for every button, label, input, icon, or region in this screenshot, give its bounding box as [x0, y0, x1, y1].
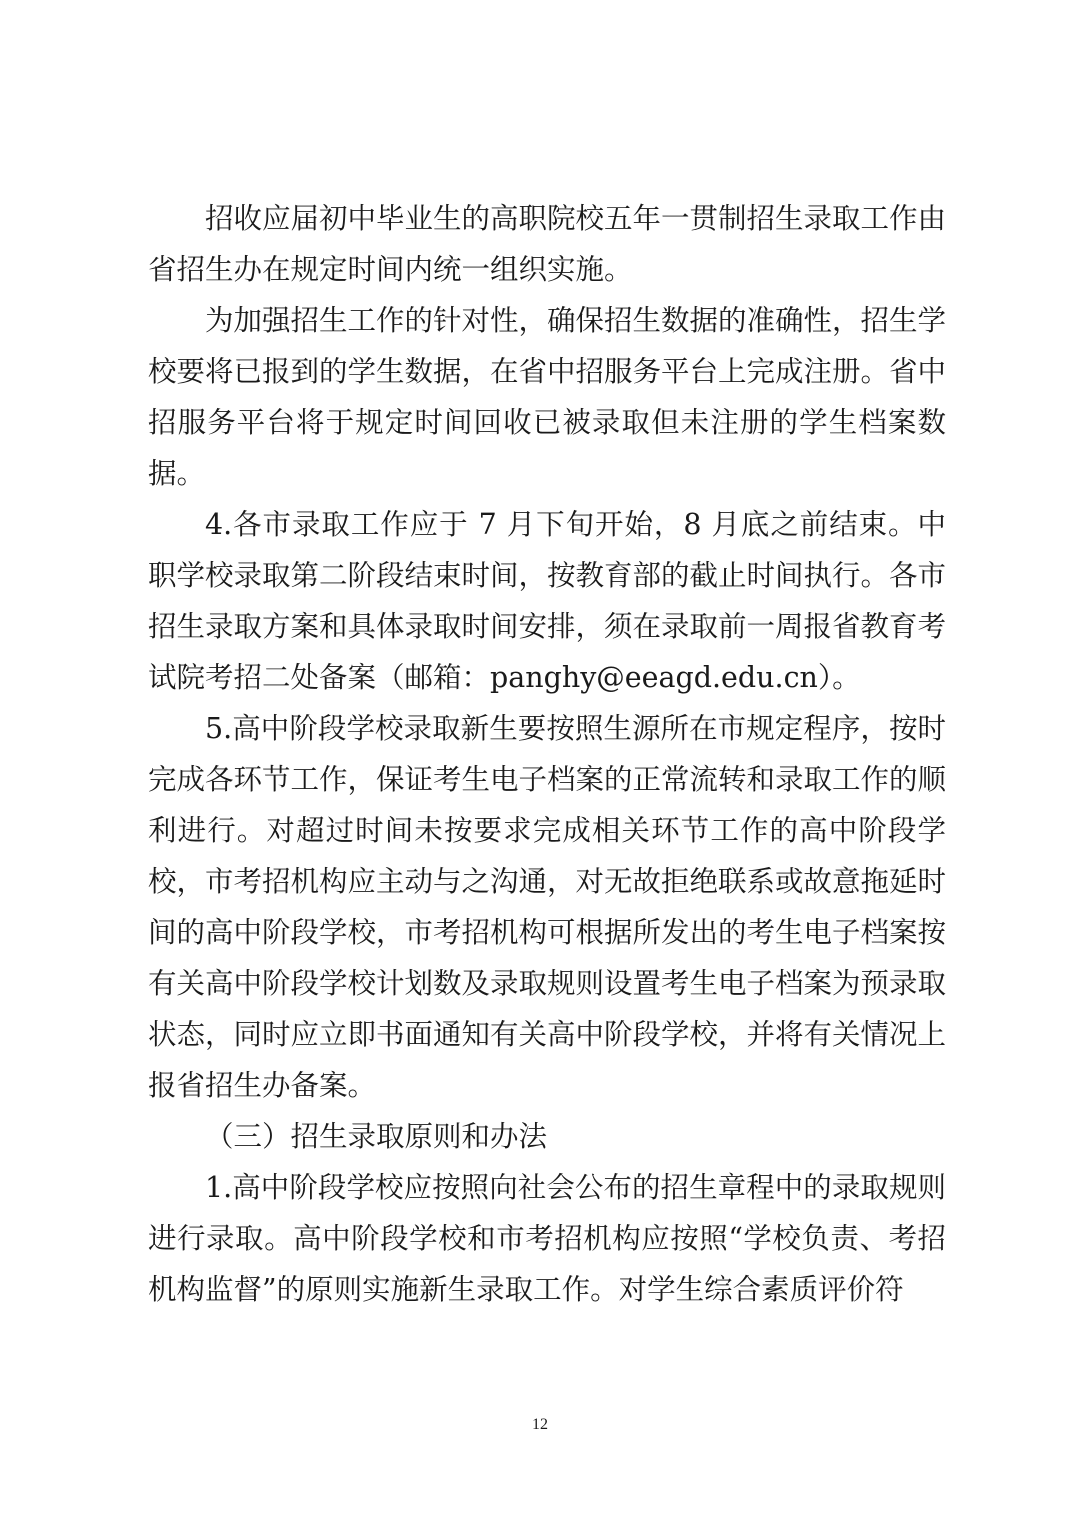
- paragraph-item-1-principles: 1.高中阶段学校应按照向社会公布的招生章程中的录取规则进行录取。高中阶段学校和市考招机构应按照“学校负责、考招机构监督”的原则实施新生录取工作。对学生综合素质评价符: [148, 1171, 946, 1306]
- page-number: 12: [532, 1416, 548, 1433]
- paragraph-vocational-admission: 招收应届初中毕业生的高职院校五年一贯制招生录取工作由省招生办在规定时间内统一组织实施。: [148, 202, 947, 286]
- section-heading: （三）招生录取原则和办法: [205, 1120, 548, 1153]
- paragraph-item-4-timeline: 4.各市录取工作应于 7 月下旬开始，8 月底之前结束。中职学校录取第二阶段结束时间，按教育部的截止时间执行。各市招生录取方案和具体录取时间安排，须在录取前一周报省教育考试院考招二处备案（邮箱：panghy@eeagd.edu.cn）。: [148, 508, 947, 694]
- paragraph-student-registration: 为加强招生工作的针对性，确保招生数据的准确性，招生学校要将已报到的学生数据，在省中招服务平台上完成注册。省中招服务平台将于规定时间回收已被录取但未注册的学生档案数据。: [148, 304, 947, 490]
- paragraph-item-5-procedure: 5.高中阶段学校录取新生要按照生源所在市规定程序，按时完成各环节工作，保证考生电子档案的正常流转和录取工作的顺利进行。对超过时间未按要求完成相关环节工作的高中阶段学校，市考招机构应主动与之沟通，对无故拒绝联系或故意拖延时间的高中阶段学校，市考招机构可根据所发出的考生电子档案按有关高中阶段学校计划数及录取规则设置考生电子档案为预录取状态，同时应立即书面通知有关高中阶段学校，并将有关情况上报省招生办备案。: [148, 712, 947, 1102]
- body-text: [148, 193, 946, 1315]
